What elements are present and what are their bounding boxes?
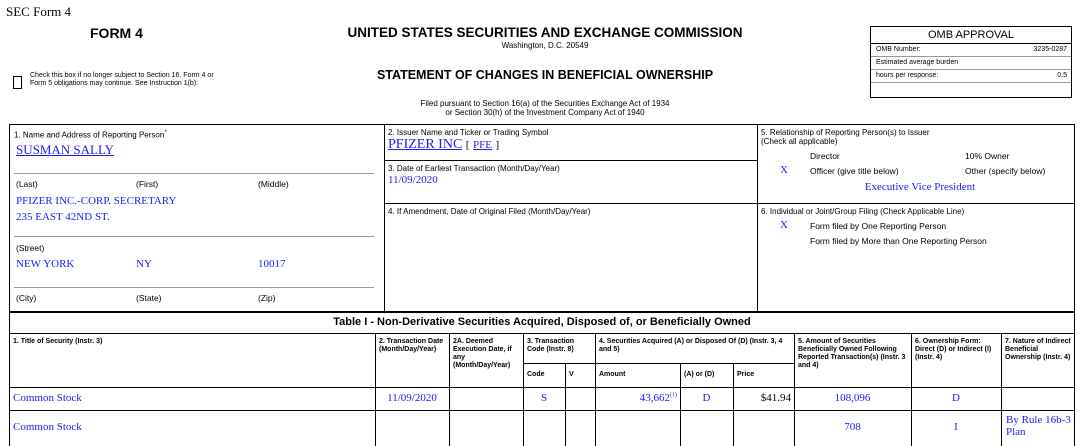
last-label: (Last) [16,179,38,189]
col-price: Price [737,371,755,378]
col-a-or-d: (A) or (D) [684,371,715,378]
reporting-person-name[interactable]: SUSMAN SALLY [16,142,115,157]
divider-earliest-amendment [384,203,757,204]
first-label: (First) [136,179,159,189]
row-1-code: S [540,392,548,404]
table-col-divider-3 [523,333,524,446]
omb-hours-value: 0.5 [1057,72,1067,79]
city-value: NEW YORK [16,258,75,270]
table-col-divider-v [565,363,566,446]
filed-line-2: or Section 30(h) of the Investment Company Act of 1940 [445,108,645,117]
omb-hours-label: hours per response: [876,72,939,79]
street-label: (Street) [16,243,45,253]
col-nature: 7. Nature of Indirect Beneficial Ownership (Instr. 4) [1005,338,1071,361]
divider-rel-filing [757,203,1075,204]
checkbox-note: Check this box if no longer subject to Section 16. Form 4 or Form 5 obligations may continue. See Instruction 1(b). [30,72,214,87]
no-longer-subject-checkbox[interactable] [13,76,22,89]
col-deemed-date: 2A. Deemed Execution Date, if any (Month/Day/Year) [453,338,512,369]
divider-col-2 [384,124,385,312]
col-amount: Amount [599,371,626,378]
table-col-divider-4 [595,333,596,446]
table-1-title: Table I - Non-Derivative Securities Acquired, Disposed of, or Beneficially Owned [333,316,751,328]
omb-approval-box [870,26,1072,98]
table-col-divider-7 [1001,333,1002,446]
city-underline [14,287,374,288]
row-1-aord: D [702,392,711,404]
col-amount-owned: 5. Amount of Securities Beneficially Owned Following Reported Transaction(s) (Instr. 3 and 4) [798,338,906,369]
omb-number-row [871,44,1071,57]
amendment-label: 4. If Amendment, Date of Original Filed (Month/Day/Year) [388,207,591,216]
col-title-security: 1. Title of Security (Instr. 3) [13,338,103,345]
middle-label: (Middle) [258,179,289,189]
state-label: (State) [136,293,162,303]
other-option: Other (specify below) [965,166,1046,176]
omb-number-label: OMB Number: [876,46,921,53]
filing-label: 6. Individual or Joint/Group Filing (Check Applicable Line) [761,207,965,216]
upper-form-frame [9,124,1075,312]
table-col-divider-2a [449,333,450,446]
agency-title: UNITED STATES SECURITIES AND EXCHANGE COMMISSION [347,25,743,40]
table-col-divider-price [733,363,734,446]
ticker-close: ] [495,139,500,151]
sec-form-label: SEC Form 4 [6,4,72,19]
address-line-2: 235 EAST 42ND ST. [16,211,110,223]
row-1-form: D [952,392,960,404]
row-1-amount [595,392,677,404]
issuer-ticker[interactable]: PFE [472,139,492,151]
table-col-divider-aord [680,363,681,446]
col-transaction-code: 3. Transaction Code (Instr. 8) [527,338,575,353]
col-securities-acquired: 4. Securities Acquired (A) or Disposed Of (D) (Instr. 3, 4 and 5) [599,338,783,353]
divider-issuer-earliest [384,160,757,161]
statement-title: STATEMENT OF CHANGES IN BENEFICIAL OWNERSHIP [376,68,714,82]
earliest-transaction-label: 3. Date of Earliest Transaction (Month/Day/Year) [388,164,560,173]
ten-percent-owner-option: 10% Owner [965,151,1010,161]
row-1-title: Common Stock [13,392,82,404]
divider-col-3 [757,124,758,312]
state-value: NY [136,258,152,270]
col-ownership-form: 6. Ownership Form: Direct (D) or Indirect (I) (Instr. 4) [915,338,992,361]
director-option: Director [810,151,840,161]
issuer-row [388,137,499,153]
check-all-label: (Check all applicable) [761,137,838,146]
relationship-label: 5. Relationship of Reporting Person(s) to Issuer [761,128,930,137]
issuer-name[interactable]: PFIZER INC [388,137,463,152]
reporting-person-label-text: 1. Name and Address of Reporting Person [14,130,165,140]
filed-line-1: Filed pursuant to Section 16(a) of the Securities Exchange Act of 1934 [420,99,670,108]
row-1-footnote[interactable]: (1) [670,392,677,399]
asterisk-note: * [164,130,167,136]
row-1-price: $41.94 [760,392,791,404]
table-1-title-rule [9,333,1075,334]
one-person-checkmark[interactable]: X [780,219,788,231]
zip-value: 10017 [258,258,286,270]
row-2-owned: 708 [844,421,861,433]
form-name: FORM 4 [90,25,143,41]
one-person-option: Form filed by One Reporting Person [810,221,947,231]
name-underline [14,173,374,174]
agency-city: Washington, D.C. 20549 [501,41,589,50]
omb-burden-row [871,57,1071,70]
zip-label: (Zip) [258,293,276,303]
table-1-header-rule [9,387,1075,388]
omb-number-value: 3235-0287 [1033,46,1067,53]
city-label: (City) [16,293,37,303]
ticker-open: [ [465,139,470,151]
col-transaction-date: 2. Transaction Date (Month/Day/Year) [379,338,444,353]
more-person-option: Form filed by More than One Reporting Person [810,236,987,246]
table-1-row-rule [9,410,1075,411]
officer-option: Officer (give title below) [810,166,899,176]
omb-title: OMB APPROVAL [871,27,1071,44]
row-1-date: 11/09/2020 [387,392,437,404]
table-col-divider-2 [375,333,376,446]
officer-checkmark[interactable]: X [780,164,788,176]
row-2-title: Common Stock [13,421,82,433]
omb-hours-row [871,70,1071,83]
omb-burden-label: Estimated average burden [876,59,959,66]
row-1-owned: 108,096 [834,392,871,404]
col-code: Code [527,371,545,378]
col-v: V [569,371,574,378]
officer-title: Executive Vice President [864,181,976,193]
earliest-transaction-date: 11/09/2020 [388,174,438,186]
reporting-person-label [14,128,167,141]
address-line-1: PFIZER INC.-CORP. SECRETARY [16,195,177,207]
issuer-label: 2. Issuer Name and Ticker or Trading Symbol [388,128,549,137]
table-1-subheader-rule [523,363,794,364]
row-2-form: I [954,421,958,433]
row-2-nature: By Rule 16b-3 Plan [1006,414,1071,438]
address-underline [14,236,374,237]
row-1-amount-value: 43,662 [639,392,670,404]
